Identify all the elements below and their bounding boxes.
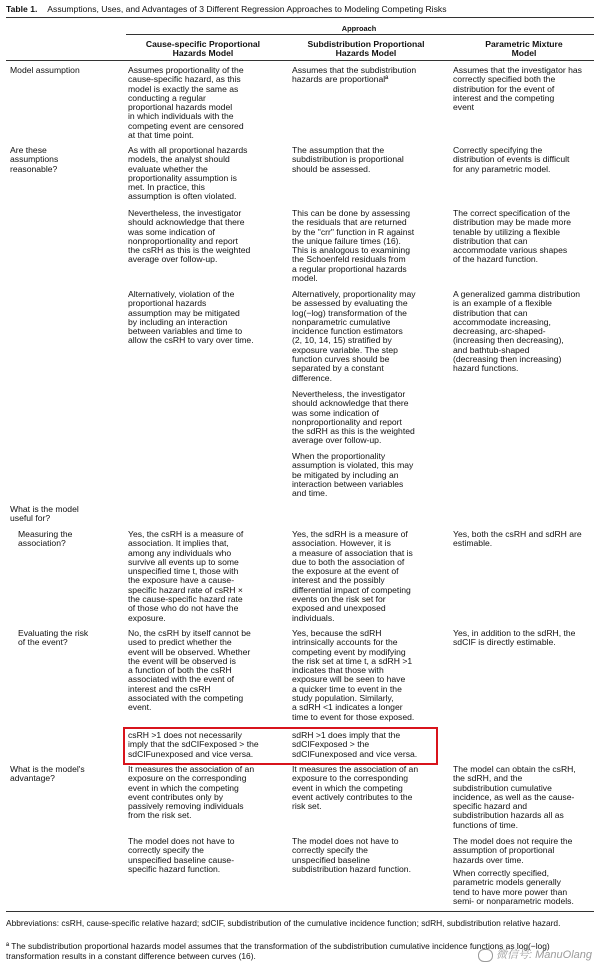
cell-evaluating-pm: Yes, in addition to the sdRH, the sdCIF is directly estimable. (453, 629, 576, 648)
top-rule (6, 17, 594, 18)
cell-advantage-cs-1: It measures the association of an exposure on the corresponding event in which the competing event contributes only by passively removing individuals from the risk set. (128, 765, 255, 821)
row-label-useful-for: What is the model useful for? (10, 505, 79, 524)
wechat-icon (478, 949, 493, 962)
cell-model-assumption-cs: Assumes proportionality of the cause-specific hazard, as this model is exactly the same as conducting a regular proportional hazards model in which individuals with the competing event are censored at that time point. (128, 66, 244, 141)
cell-measuring-pm: Yes, both the csRH and sdRH are estimable. (453, 530, 582, 549)
footnote-abbreviations: Abbreviations: csRH, cause-specific relative hazard; sdCIF, subdistribution of the cumulative incidence function; sdRH, subdistribution relative hazard. (6, 918, 561, 928)
cell-evaluating-sd: Yes, because the sdRH intrinsically accounts for the competing event by modifying the risk set at time t, a sdRH >1 indicates that those with exposure will be seen to have a quicker time to event in the study population. Similarly, a sdRH <1 indicates a longer time to event for those exposed. (292, 629, 415, 722)
cell-advantage-pm-2: The model does not require the assumption of proportional hazards over time. (453, 837, 573, 865)
cell-reasonable-sd-1: The assumption that the subdistribution is proportional should be assessed. (292, 146, 404, 174)
table-title: Assumptions, Uses, and Advantages of 3 Different Regression Approaches to Modeling Competing Risks (47, 4, 447, 14)
col-header-parametric-mixture: Parametric Mixture Model (485, 40, 563, 59)
cell-reasonable-pm-1: Correctly specifying the distribution of events is difficult for any parametric model. (453, 146, 570, 174)
watermark-text: 微信号: ManuOlang (496, 949, 592, 961)
col-header-cause-specific: Cause-specific Proportional Hazards Model (145, 40, 261, 59)
cell-model-assumption-pm: Assumes that the investigator has correctly specified both the distribution for the event of interest and the competing event (453, 66, 582, 113)
cell-evaluating-cs-box: csRH >1 does not necessarily imply that the sdCIFexposed > the sdCIFunexposed and vice versa. (128, 731, 259, 759)
cell-evaluating-sd-box: sdRH >1 does imply that the sdCIFexposed > the sdCIFunexposed and vice versa. (292, 731, 418, 759)
cell-reasonable-sd-3: Alternatively, proportionality may be assessed by evaluating the log(−log) transformation of the nonparametric cumulative incidence function estimators (2, 10, 14, 15) stratified by exposure variable. The step function curves should be separated by a constant difference. (292, 290, 416, 383)
cell-advantage-cs-2: The model does not have to correctly specify the unspecified baseline cause- specific hazard function. (128, 837, 235, 874)
cell-reasonable-cs-1: As with all proportional hazards models, the analyst should evaluate whether the proportionality assumption is met. In practice, this assumption is often violated. (128, 146, 248, 202)
cell-reasonable-cs-2: Nevertheless, the investigator should acknowledge that there was some indication of nonproportionality and report the csRH as this is the weighted average over follow-up. (128, 209, 251, 265)
row-label-measuring: Measuring the association? (18, 530, 73, 549)
cell-reasonable-cs-3: Alternatively, violation of the proportional hazards assumption may be mitigated by including an interaction between variables and time to allow the csRH to vary over time. (128, 290, 254, 346)
row-label-model-assumption: Model assumption (10, 66, 80, 75)
header-rule (6, 60, 594, 61)
cell-reasonable-pm-3: A generalized gamma distribution is an example of a flexible distribution that can accommodate increasing, decreasing, arc-shaped- (increasing then decreasing), and bathtub-shaped (decreasing then increasing) hazard functions. (453, 290, 581, 374)
row-label-evaluating: Evaluating the risk of the event? (18, 629, 89, 648)
cell-reasonable-sd-2: This can be done by assessing the residuals that are returned by the "crr" function in R against the unique failure times (16). This is analogous to examining the Schoenfeld residuals from a regular proportional hazards model. (292, 209, 415, 284)
watermark (478, 946, 592, 962)
cell-advantage-pm-3: When correctly specified, parametric models generally tend to have more power than semi- or nonparametric models. (453, 869, 574, 906)
table-label: Table 1. (6, 4, 38, 14)
cell-measuring-sd: Yes, the sdRH is a measure of association. However, it is a measure of association that is due to both the association of the exposure at the event of interest and the possibly differential impact of competing events on the risk set for exposed and unexposed individuals. (292, 530, 413, 623)
row-label-reasonable: Are these assumptions reasonable? (10, 146, 59, 174)
table-caption (6, 4, 594, 18)
cell-advantage-pm-1: The model can obtain the csRH, the sdRH, and the subdistribution cumulative incidence, as well as the cause- specific hazard and subdistribution hazards all as functions of time. (453, 765, 576, 830)
cell-model-assumption-sd: Assumes that the subdistribution hazards are proportionalª (292, 66, 417, 85)
cell-reasonable-sd-5: When the proportionality assumption is violated, this may be mitigated by including an interaction between variables and time. (292, 452, 414, 499)
approach-rule (126, 34, 594, 35)
cell-measuring-cs: Yes, the csRH is a measure of association. It implies that, among any individuals who survive all events up to some unspecified time t, those with the exposure have a cause- specific hazard rate of csRH × the cause-specific hazard rate of those who do not have the exposure. (128, 530, 244, 623)
row-label-advantage: What is the model's advantage? (10, 765, 85, 784)
approach-header: Approach (341, 24, 377, 33)
cell-advantage-sd-2: The model does not have to correctly specify the unspecified baseline subdistribution hazard function. (292, 837, 411, 874)
cell-evaluating-cs: No, the csRH by itself cannot be used to predict whether the event will be observed. Whether the event will be observed is a function of both the csRH associated with the event of interest and the csRH associated with the competing event. (128, 629, 251, 713)
cell-reasonable-sd-4: Nevertheless, the investigator should acknowledge that there was some indication of nonproportionality and report the sdRH as this is the weighted average over follow-up. (292, 390, 415, 446)
bottom-rule (6, 911, 594, 912)
cell-advantage-sd-1: It measures the association of an exposure to the corresponding event in which the competing event actively contributes to the risk set. (292, 765, 419, 812)
footnote-a: ª The subdistribution proportional hazards model assumes that the transformation of the subdistribution cumulative incidence functions as log(−log) transformation results in a constant difference between curves (16). (6, 941, 550, 962)
cell-reasonable-pm-2: The correct specification of the distribution may be made more tenable by utilizing a flexible distribution that can accommodate various shapes of the hazard function. (453, 209, 571, 265)
col-header-subdistribution: Subdistribution Proportional Hazards Model (307, 40, 425, 59)
